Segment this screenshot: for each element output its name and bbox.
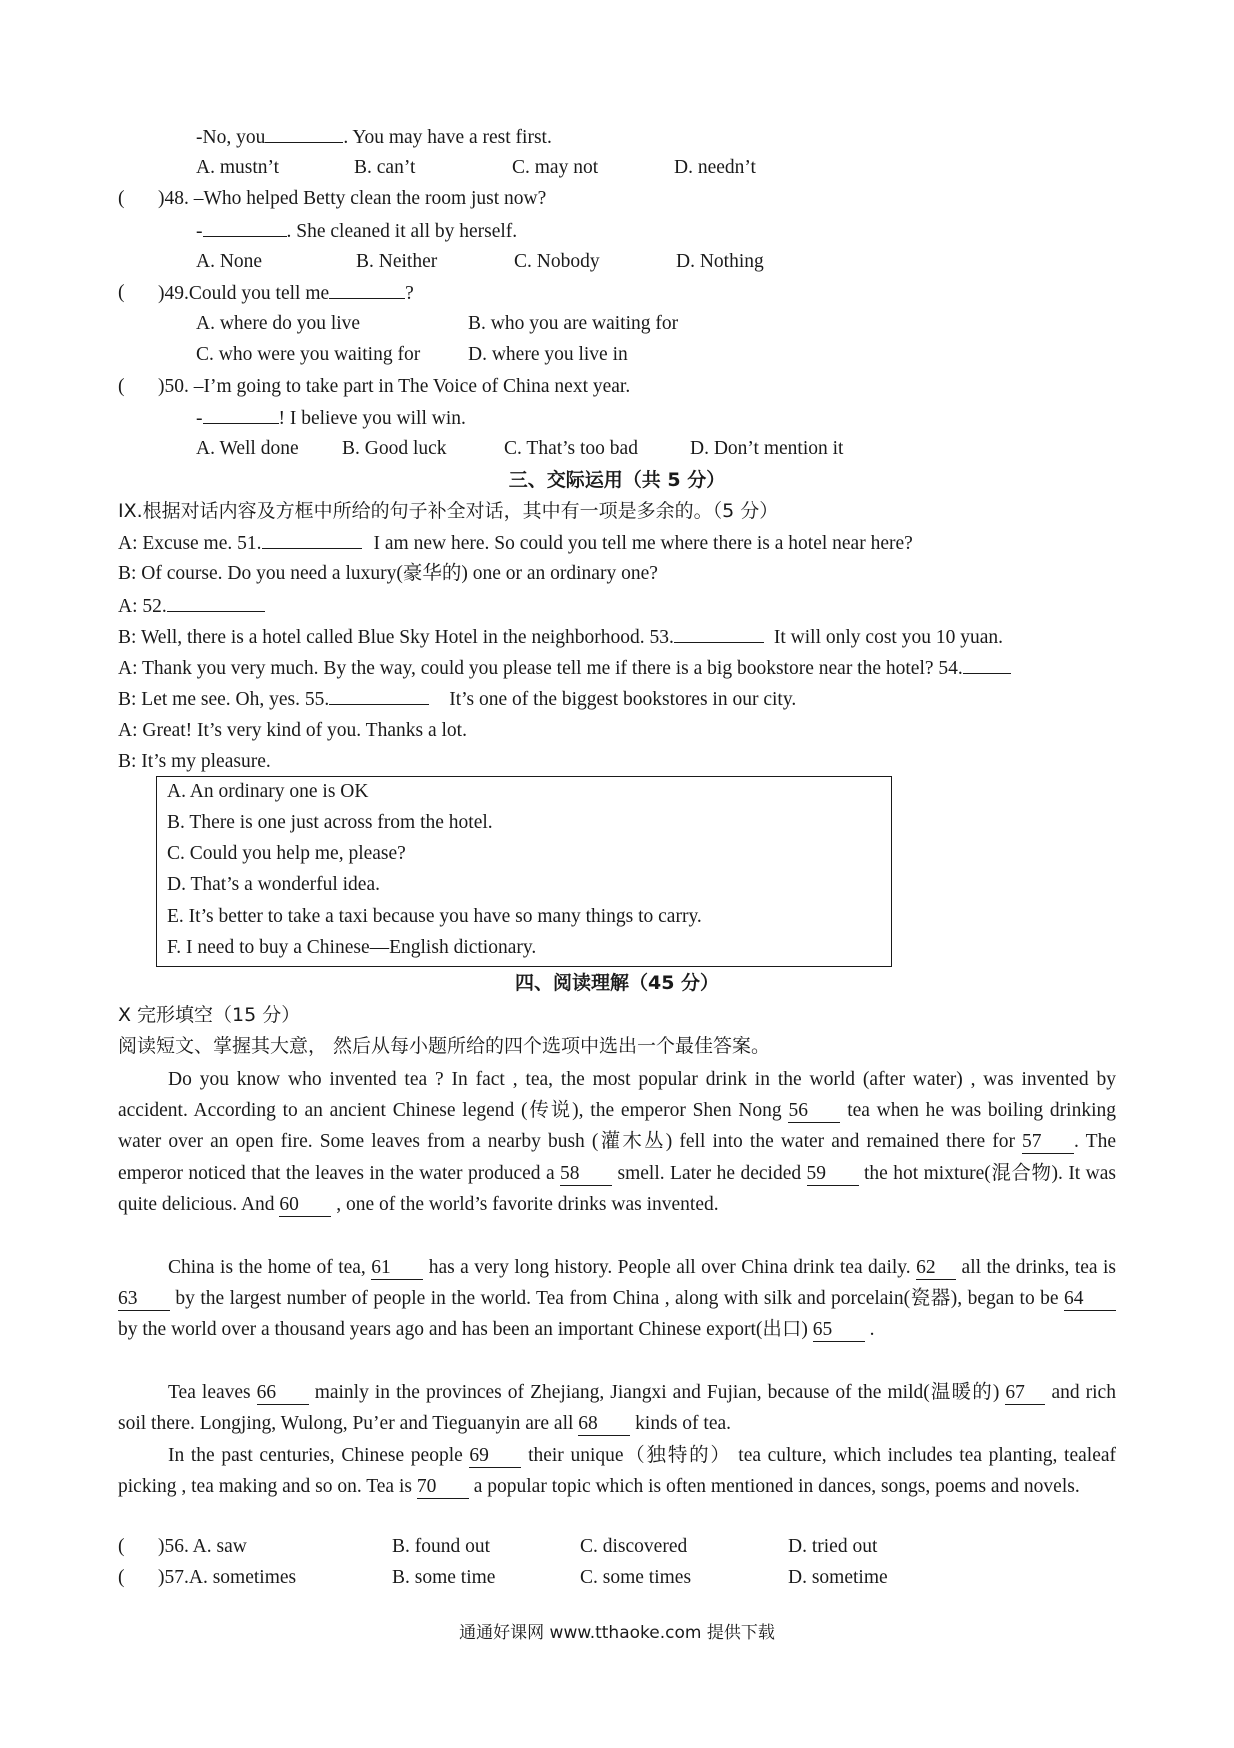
blank-59[interactable]: 59: [807, 1163, 859, 1186]
dialog-line-8: B: It’s my pleasure.: [118, 751, 271, 772]
q50-option-c[interactable]: C. That’s too bad: [504, 438, 638, 459]
q49-option-d[interactable]: D. where you live in: [468, 344, 628, 365]
q49-paren[interactable]: (: [118, 282, 125, 303]
blank-65[interactable]: 65: [813, 1319, 865, 1342]
dialog-line-6: B: Let me see. Oh, yes. 55. It’s one of the biggest bookstores in our city.: [118, 686, 796, 713]
q48-question: )48. –Who helped Betty clean the room just now?: [158, 188, 547, 209]
dialog-line-4: B: Well, there is a hotel called Blue Sky Hotel in the neighborhood. 53. It will only cost you 10 yuan.: [118, 624, 1003, 651]
passage-paragraph-4: In the past centuries, Chinese people 69 their unique（独特的） tea culture, which includes tea planting, tealeaf picking , tea making and so on. Tea is 70 a popular topic which is often mentioned in dances, songs, poems and novels.: [118, 1445, 1116, 1498]
q50-reply: - ! I believe you will win.: [196, 405, 466, 432]
q48-option-a[interactable]: A. None: [196, 251, 263, 272]
q48-option-c[interactable]: C. Nobody: [514, 251, 600, 272]
q50-blank[interactable]: [203, 405, 279, 424]
q47-blank[interactable]: [265, 124, 343, 143]
q56-paren[interactable]: (: [118, 1536, 125, 1557]
passage-paragraph-1: Do you know who invented tea ? In fact , tea, the most popular drink in the world (after water) , was invented by accident. According to an ancient Chinese legend (传说), the emperor Shen Nong 56 tea when he was boiling drinking water over an open fire. Some leaves from a nearby bush (灌木丛) fell into the water and remained there for 57 . The emperor noticed that the leaves in the water produced a 58 smell. Later he decided 59 the hot mixture(混合物). It was quite delicious. And 60 , one of the world’s favorite drinks was invented.: [118, 1069, 1117, 1215]
q57-paren[interactable]: (: [118, 1567, 125, 1588]
q57-option-b[interactable]: B. some time: [392, 1567, 496, 1588]
blank-64[interactable]: 64: [1064, 1288, 1116, 1311]
q49-blank[interactable]: [329, 280, 405, 299]
passage-paragraph-3: Tea leaves 66 mainly in the provinces of Zhejiang, Jiangxi and Fujian, because of the mild(温暖的) 67 and rich soil there. Longjing, Wulong, Pu’er and Tieguanyin are all 68 kinds of tea.: [118, 1382, 1116, 1435]
q47-option-d[interactable]: D. needn’t: [674, 157, 756, 178]
blank-60[interactable]: 60: [279, 1194, 331, 1217]
q47-option-a[interactable]: A. mustn’t: [196, 157, 280, 178]
q50-paren[interactable]: (: [118, 376, 125, 397]
dialog-line-1: A: Excuse me. 51. I am new here. So could you tell me where there is a hotel near here?: [118, 530, 913, 557]
q47-option-c[interactable]: C. may not: [512, 157, 599, 178]
q49-question: )49.Could you tell me ?: [158, 280, 414, 307]
q48-paren[interactable]: (: [118, 188, 125, 209]
option-e: E. It’s better to take a taxi because you have so many things to carry.: [167, 906, 702, 927]
q50-option-b[interactable]: B. Good luck: [342, 438, 447, 459]
q50-option-a[interactable]: A. Well done: [196, 438, 299, 459]
blank-68[interactable]: 68: [578, 1413, 630, 1436]
q48-blank[interactable]: [203, 218, 287, 237]
blank-51[interactable]: [262, 530, 362, 549]
blank-63[interactable]: 63: [118, 1288, 170, 1311]
q56-option-a[interactable]: )56. A. saw: [158, 1536, 247, 1557]
q47-reply: -No, you . You may have a rest first.: [196, 124, 552, 151]
dialog-line-7: A: Great! It’s very kind of you. Thanks a lot.: [118, 720, 467, 741]
q49-option-c[interactable]: C. who were you waiting for: [196, 344, 421, 365]
blank-61[interactable]: 61: [371, 1257, 423, 1280]
q49-option-b[interactable]: B. who you are waiting for: [468, 313, 679, 334]
q56-option-d[interactable]: D. tried out: [788, 1536, 878, 1557]
q57-option-d[interactable]: D. sometime: [788, 1567, 888, 1588]
blank-58[interactable]: 58: [560, 1163, 612, 1186]
blank-54[interactable]: [963, 655, 1011, 674]
q48-option-d[interactable]: D. Nothing: [676, 251, 764, 272]
option-f: F. I need to buy a Chinese—English dictionary.: [167, 937, 537, 958]
q50-question: )50. –I’m going to take part in The Voice of China next year.: [158, 376, 631, 397]
option-d: D. That’s a wonderful idea.: [167, 874, 380, 895]
q47-option-b[interactable]: B. can’t: [354, 157, 416, 178]
dialog-line-2: B: Of course. Do you need a luxury(豪华的) one or an ordinary one?: [118, 563, 658, 584]
dialog-line-3: A: 52.: [118, 593, 265, 620]
blank-66[interactable]: 66: [257, 1382, 309, 1405]
cloze-heading: X 完形填空（15 分）: [118, 1004, 301, 1026]
section4-title: 四、阅读理解（45 分）: [514, 972, 720, 994]
page-footer: 通通好课网 www.tthaoke.com 提供下载: [459, 1623, 775, 1643]
blank-57[interactable]: 57: [1022, 1131, 1074, 1154]
option-c: C. Could you help me, please?: [167, 843, 406, 864]
q49-option-a[interactable]: A. where do you live: [196, 313, 361, 334]
options-box: [156, 776, 892, 967]
q57-option-a[interactable]: )57.A. sometimes: [158, 1567, 297, 1588]
blank-69[interactable]: 69: [469, 1445, 521, 1468]
section3-title: 三、交际运用（共 5 分）: [508, 469, 726, 491]
cloze-instruction: 阅读短文、掌握其大意， 然后从每小题所给的四个选项中选出一个最佳答案。: [118, 1035, 771, 1057]
q56-option-c[interactable]: C. discovered: [580, 1536, 688, 1557]
blank-55[interactable]: [329, 686, 429, 705]
q48-option-b[interactable]: B. Neither: [356, 251, 438, 272]
section3-instruction: IX.根据对话内容及方框中所给的句子补全对话，其中有一项是多余的。（5 分）: [118, 500, 779, 522]
blank-62[interactable]: 62: [916, 1257, 956, 1280]
q56-option-b[interactable]: B. found out: [392, 1536, 491, 1557]
q50-option-d[interactable]: D. Don’t mention it: [690, 438, 844, 459]
passage-paragraph-2: China is the home of tea, 61 has a very long history. People all over China drink tea daily. 62 all the drinks, tea is 63 by the largest number of people in the world. Tea from China , along with silk and porcelain(瓷器), began to be 64 by the world over a thousand years ago and has been an important Chinese export(出口) 65 .: [118, 1257, 1116, 1341]
q48-reply: - . She cleaned it all by herself.: [196, 218, 517, 245]
blank-52[interactable]: [167, 593, 265, 612]
blank-67[interactable]: 67: [1005, 1382, 1045, 1405]
blank-70[interactable]: 70: [417, 1476, 469, 1499]
dialog-line-5: A: Thank you very much. By the way, could you please tell me if there is a big bookstore near the hotel? 54.: [118, 655, 1011, 682]
blank-56[interactable]: 56: [788, 1100, 840, 1123]
option-b: B. There is one just across from the hotel.: [167, 812, 493, 833]
q57-option-c[interactable]: C. some times: [580, 1567, 692, 1588]
option-a: A. An ordinary one is OK: [167, 781, 369, 802]
blank-53[interactable]: [674, 624, 764, 643]
